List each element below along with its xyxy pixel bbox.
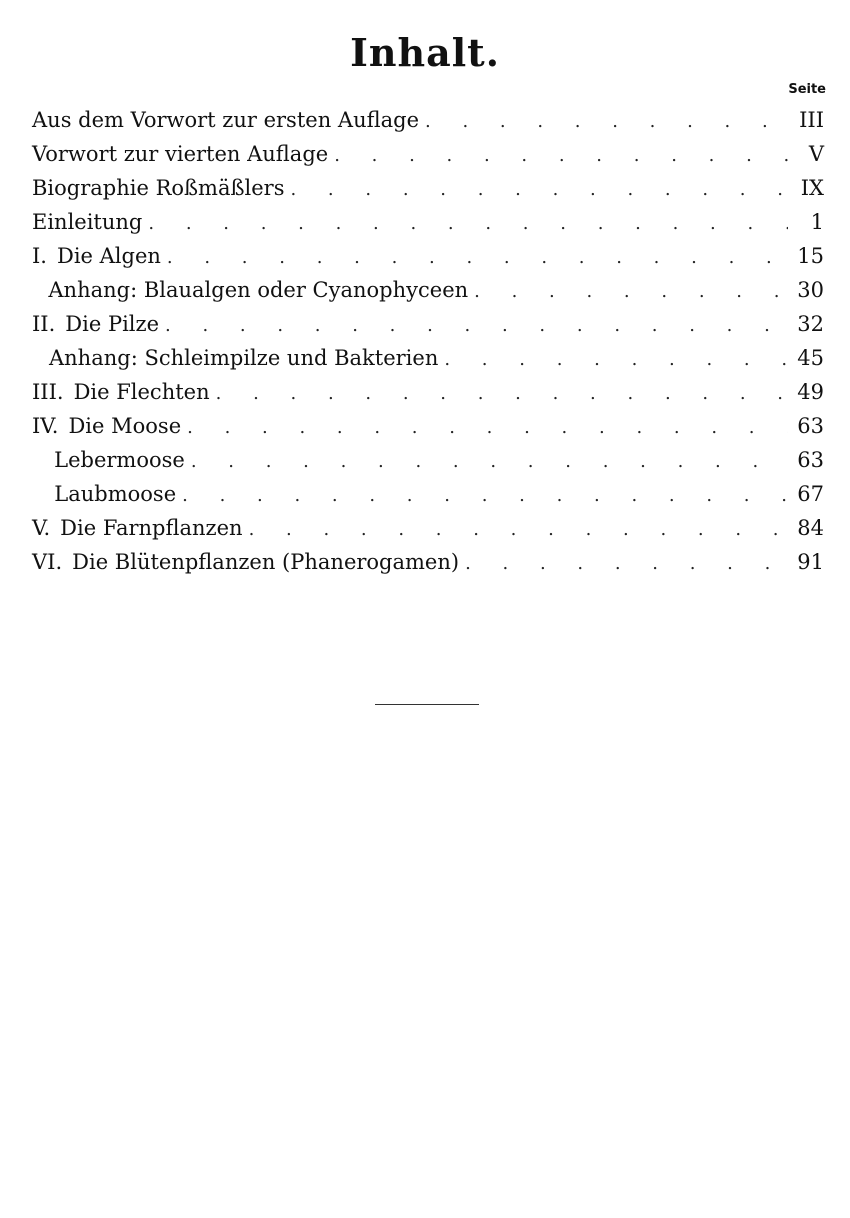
toc-leader-dots bbox=[191, 451, 788, 472]
toc-entry-label: Aus dem Vorwort zur ersten Auflage bbox=[32, 108, 419, 132]
toc-entry bbox=[32, 448, 824, 478]
toc-entry-label: Biographie Roßmäßlers bbox=[32, 176, 285, 200]
toc-leader-dots bbox=[290, 179, 788, 200]
toc-entry-label: Einleitung bbox=[32, 210, 143, 234]
toc-entry-number: III. bbox=[32, 380, 64, 404]
toc-entry bbox=[32, 550, 824, 580]
toc-leader-dots bbox=[425, 111, 788, 132]
toc-leader-dots bbox=[182, 485, 788, 506]
toc-entry-label: Die Algen bbox=[56, 244, 161, 268]
toc-entry-label: Die Flechten bbox=[73, 380, 210, 404]
end-rule-divider bbox=[375, 704, 479, 705]
toc-entry-page: IX bbox=[800, 176, 824, 200]
toc-entry-label: Die Blütenpflanzen (Phanerogamen) bbox=[72, 550, 460, 574]
toc-entry-number: I. bbox=[32, 244, 47, 268]
toc-entry-page: III bbox=[799, 108, 824, 132]
toc-entry-label: Anhang: Blaualgen oder Cyanophyceen bbox=[48, 278, 469, 302]
toc-entry bbox=[32, 482, 824, 512]
page-column-header: Seite bbox=[788, 82, 826, 97]
toc-entry bbox=[32, 278, 824, 308]
toc-entry bbox=[32, 244, 824, 274]
toc-leader-dots bbox=[148, 213, 788, 234]
toc-entry-page: 49 bbox=[797, 380, 824, 404]
toc-entry-page: 91 bbox=[797, 550, 824, 574]
toc-entry-number: V. bbox=[32, 516, 51, 540]
toc-entry-label: Vorwort zur vierten Auflage bbox=[32, 142, 329, 166]
toc-entry-page: 63 bbox=[797, 448, 824, 472]
toc-leader-dots bbox=[444, 349, 788, 370]
toc-leader-dots bbox=[334, 145, 788, 166]
toc-entry bbox=[32, 414, 824, 444]
toc-leader-dots bbox=[165, 315, 788, 336]
toc-entry-number: IV. bbox=[32, 414, 59, 438]
toc-entry-page: 67 bbox=[797, 482, 824, 506]
toc-entry-page: 30 bbox=[797, 278, 824, 302]
toc-entry-page: 63 bbox=[797, 414, 824, 438]
toc-entry-label: Laubmoose bbox=[54, 482, 177, 506]
toc-entry-page: 1 bbox=[810, 210, 824, 234]
toc-entry bbox=[32, 380, 824, 410]
toc-entry-label: Die Farnpflanzen bbox=[60, 516, 243, 540]
toc-entry bbox=[32, 176, 824, 206]
toc-entry-label: Lebermoose bbox=[54, 448, 185, 472]
toc-leader-dots bbox=[187, 417, 788, 438]
toc-leader-dots bbox=[249, 519, 788, 540]
toc-entry-page: 84 bbox=[797, 516, 824, 540]
toc-entry-page: 15 bbox=[797, 244, 824, 268]
page-title: Inhalt. bbox=[350, 30, 500, 75]
toc-entry-page: 32 bbox=[797, 312, 824, 336]
toc-leader-dots bbox=[167, 247, 788, 268]
toc-entry bbox=[32, 516, 824, 546]
toc-entry bbox=[32, 108, 824, 138]
toc-entry bbox=[32, 346, 824, 376]
toc-leader-dots bbox=[216, 383, 788, 404]
toc-entry-label: Die Pilze bbox=[65, 312, 159, 336]
toc-leader-dots bbox=[474, 281, 788, 302]
toc-entry-label: Anhang: Schleimpilze und Bakterien bbox=[48, 346, 439, 370]
toc-entry-number: II. bbox=[32, 312, 56, 336]
toc-entry-page: V bbox=[808, 142, 824, 166]
toc-entry bbox=[32, 210, 824, 240]
toc-entry-number: VI. bbox=[32, 550, 63, 574]
toc-leader-dots bbox=[465, 553, 788, 574]
toc-entry bbox=[32, 312, 824, 342]
toc-entry-label: Die Moose bbox=[68, 414, 182, 438]
toc-entry bbox=[32, 142, 824, 172]
toc-entry-page: 45 bbox=[797, 346, 824, 370]
